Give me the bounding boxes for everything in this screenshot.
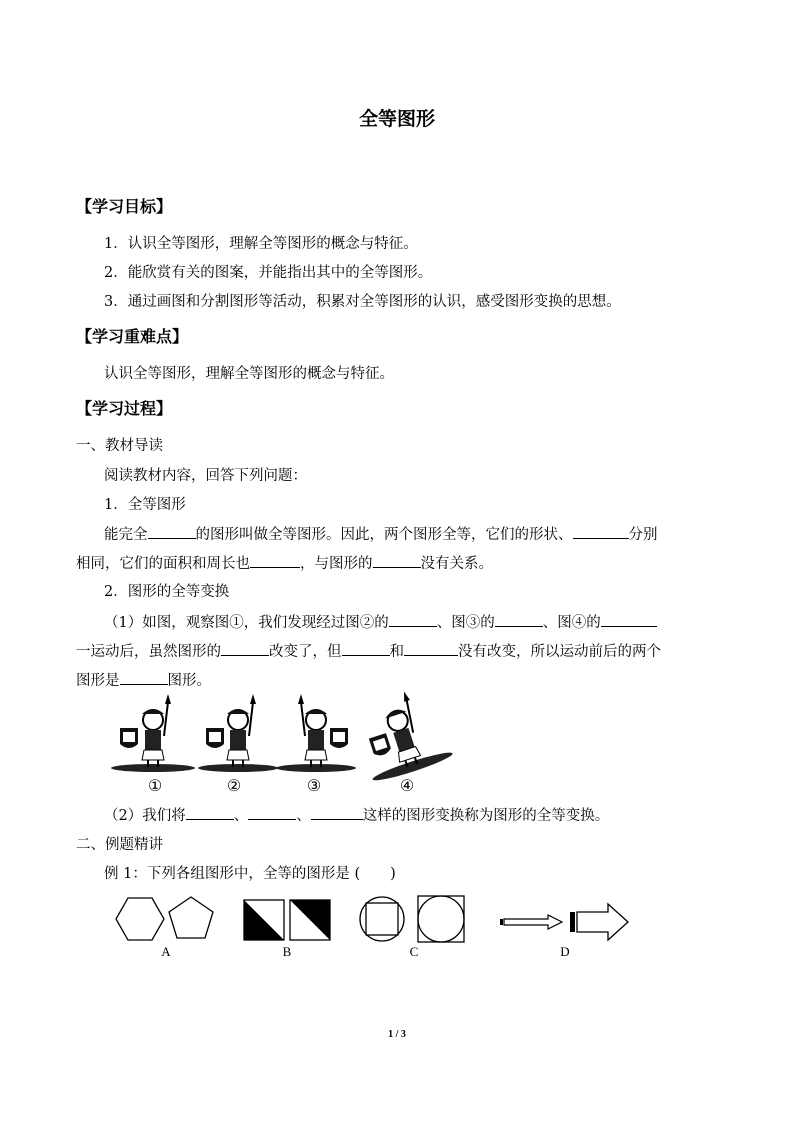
blank[interactable]	[373, 553, 421, 568]
item1-title: 1．全等图形	[104, 497, 186, 513]
fig-label-2: ②	[226, 778, 242, 795]
key-text: 认识全等图形，理解全等图形的概念与特征。	[104, 366, 394, 382]
circle-in-square-shape	[418, 896, 464, 942]
soldier-figure-1	[111, 694, 195, 772]
fig-label-4: ④	[399, 778, 415, 795]
square-left-shape	[244, 900, 284, 940]
part1-intro: 阅读教材内容，回答下列问题：	[104, 468, 307, 484]
blank[interactable]	[495, 612, 543, 627]
square-in-circle-shape	[366, 903, 398, 935]
page-title: 全等图形	[358, 108, 435, 130]
blank[interactable]	[120, 670, 168, 685]
process-header: 【学习过程】	[76, 399, 173, 418]
page-number: 1 / 3	[388, 1029, 406, 1040]
option-label-d: D	[560, 944, 570, 959]
blank[interactable]	[250, 553, 300, 568]
goal-2: 2．能欣赏有关的图案，并能指出其中的全等图形。	[104, 265, 433, 281]
blank[interactable]	[248, 805, 296, 820]
option-label-c: C	[409, 944, 419, 959]
option-shapes	[110, 892, 640, 952]
blank[interactable]	[389, 612, 437, 627]
line-1: 能完全 的图形叫做全等图形。因此，两个图形全等，它们的形状、 分别	[104, 524, 658, 545]
goal-1: 1．认识全等图形，理解全等图形的概念与特征。	[104, 236, 418, 252]
hexagon-shape	[116, 898, 164, 940]
soldier-figure-4	[350, 683, 454, 784]
fig-label-3: ③	[306, 778, 322, 795]
big-arrow-shape	[577, 904, 628, 940]
example-1: 例 1：下列各组图形中，全等的图形是 ( )	[104, 866, 396, 882]
blank[interactable]	[601, 612, 657, 627]
line-4: 一运动后，虽然图形的 改变了，但 和 没有改变，所以运动前后的两个	[76, 641, 661, 662]
part2-heading: 二、例题精讲	[76, 837, 163, 853]
blank[interactable]	[186, 805, 234, 820]
blank[interactable]	[311, 805, 363, 820]
part1-heading: 一、教材导读	[76, 438, 163, 454]
blank[interactable]	[573, 524, 629, 539]
line-5: 图形是 图形。	[76, 670, 211, 691]
option-label-a: A	[161, 944, 171, 959]
soldier-figure-3	[276, 694, 356, 772]
blank[interactable]	[221, 641, 269, 656]
line-2: 相同，它们的面积和周长也 ，与图形的 没有关系。	[76, 553, 493, 574]
line-3: （1）如图，观察图①，我们发现经过图②的 、图③的 、图④的	[104, 612, 657, 633]
pentagon-shape	[169, 897, 213, 938]
small-arrow-shape	[504, 915, 562, 929]
blank[interactable]	[342, 641, 390, 656]
soldier-figure-2	[198, 694, 278, 772]
goal-3: 3．通过画图和分割图形等活动，积累对全等图形的认识，感受图形变换的思想。	[104, 294, 621, 310]
key-header: 【学习重难点】	[76, 327, 189, 346]
square-right-shape	[290, 900, 330, 940]
line-6: （2）我们将 、 、 这样的图形变换称为图形的全等变换。	[104, 805, 609, 826]
blank[interactable]	[148, 524, 196, 539]
item2-title: 2．图形的全等变换	[104, 584, 230, 600]
goals-header: 【学习目标】	[76, 197, 173, 216]
option-label-b: B	[282, 944, 292, 959]
blank[interactable]	[404, 641, 458, 656]
fig-label-1: ①	[147, 778, 163, 795]
